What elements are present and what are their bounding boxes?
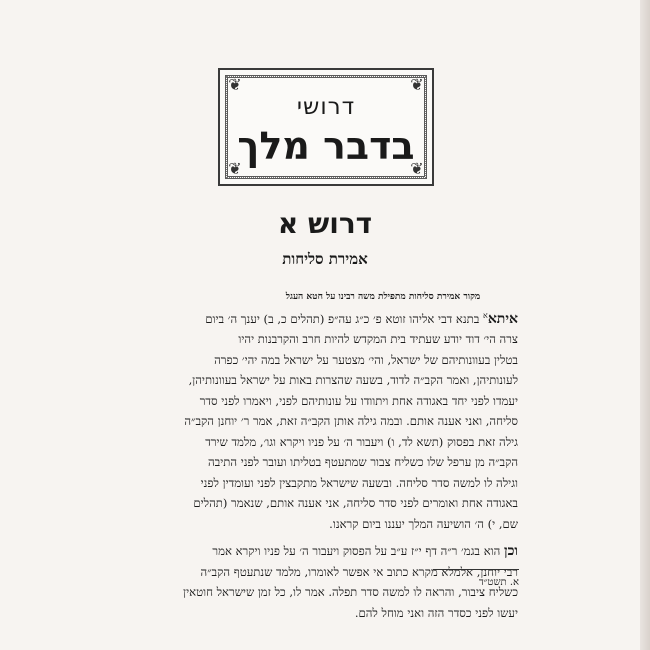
lead-word: וכן [504,543,518,560]
text-line: יעשו לפני כסדר הזה ואני מוחל להם. [354,605,518,620]
text-line: רבי יוחנן, אלמלא מקרא כתוב אי אפשר לאומרו, מלמד שנתעטף הקב״ה [200,564,518,579]
book-subtitle: דרושי [296,94,356,120]
text-line: וכן הוא בגמ׳ ר״ה דף י״ז ע״ב על הפסוק ויעבור ה׳ על פניו ויקרא אמר [212,543,518,560]
text-line: הקב״ה מן ערפל שלו כשליח צבור שמתעטף בטליתו ועובר לפני התיבה [207,455,518,470]
book-title: בדבר מלך [237,124,415,168]
text-line: כשליח ציבור, והראה לו למשה סדר תפלה. אמר לו, כל זמן שישראל חוטאין [183,585,518,600]
text-line: גילה זאת בפסוק (תשא לד, ו) ויעבור ה׳ על פניו ויקרא וגו׳, מלמד שירד [205,434,518,449]
body-text [110,306,518,623]
lead-word: איתא [487,310,518,327]
title-frame [218,68,434,186]
page-edge [640,0,650,650]
footnote: א. תשט״ד [478,577,519,588]
text-line: שם, י) ה׳ הושיעה המלך יעננו ביום קראנו. [329,516,518,531]
footnote-mark: א [483,311,488,320]
footnote-divider [433,569,519,570]
text-line: צרה הי׳ דוד יודע שעתיד בית המקדש להיות חרב והקרבנות יהיו [238,332,518,347]
text-line: סליחה, ואני אענה אותם. ובמה גילה אותן הקב״ה זאת, אמר ר׳ יוחנן הקב״ה [184,414,518,429]
paragraph-1 [110,306,518,534]
text-line: יעמדו לפני יחד באגודה אחת ויתוודו על עונותיהם לפני, ויאמרו לפני סדר [199,393,518,408]
ornament-corner-icon: ❦ [410,159,424,178]
ornament-corner-icon: ❦ [228,159,242,178]
text-line: וגילה לו למשה סדר סליחה. ובשעה שישראל מתקבצין לפני ועומדין לפני [200,475,518,490]
text-line: איתא$^א$ בתנא דבי אליהו זוטא פ׳ כ״ג עה״פ (תהלים כ, ב) יענך ה׳ ביום [205,310,518,327]
text-line: בטלין בעוונותיהם של ישראל, והי׳ מצטער על ישראל במה יהי׳ כפרה [214,352,518,367]
text-line: באגודה אחת ואומרים לפני סדר סליחה, אני אענה אותם, שנאמר (תהלים [193,496,518,511]
chapter-title: דרוש א [277,207,373,240]
ornament-corner-icon: ❦ [228,75,242,94]
ornament-corner-icon: ❦ [410,75,424,94]
source-heading: מקור אמירת סליחות מתפילת משה רבינו על חטא העגל [285,292,481,302]
text-line: לעונותיהן, ואמר הקב״ה לדוד, בשעה שהצרות באות על ישראל בעוונותיהן, [188,373,518,388]
chapter-subtitle: אמירת סליחות [282,250,368,268]
